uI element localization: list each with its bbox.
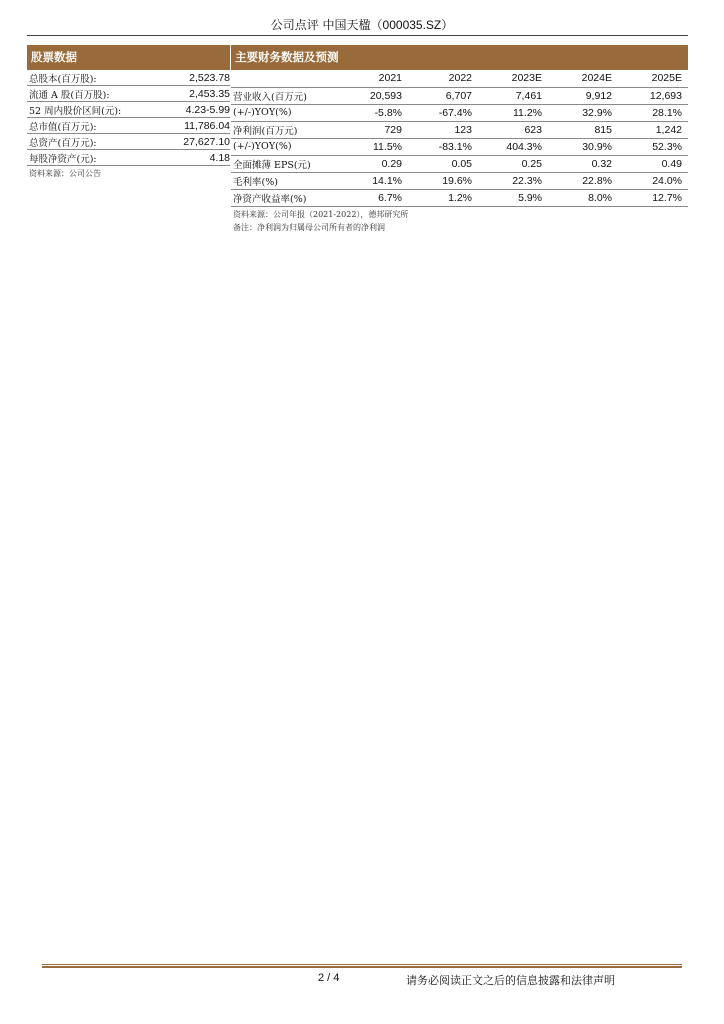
financials-table bbox=[231, 70, 688, 207]
financials-column-header: 2024E bbox=[548, 70, 618, 87]
financials-column-header: 2025E bbox=[618, 70, 688, 87]
financials-header-corner bbox=[231, 70, 338, 87]
financials-cell: 0.32 bbox=[548, 155, 618, 172]
header-stock-code: 000035.SZ bbox=[382, 18, 442, 32]
stock-data-label: 每股净资产(元): bbox=[29, 153, 97, 165]
page-number: 2 / 4 bbox=[318, 972, 340, 984]
financials-cell: -5.8% bbox=[338, 104, 408, 121]
financials-cell: 5.9% bbox=[478, 189, 548, 206]
financials-cell: 123 bbox=[408, 121, 478, 138]
financials-panel bbox=[231, 45, 688, 234]
financials-cell: 28.1% bbox=[618, 104, 688, 121]
financials-column-header: 2023E bbox=[478, 70, 548, 87]
footer-divider-thin bbox=[42, 964, 682, 965]
financials-row-label: 全面摊薄 EPS(元) bbox=[231, 155, 338, 172]
financials-cell: 14.1% bbox=[338, 172, 408, 189]
financials-row bbox=[231, 87, 688, 104]
financials-cell: 729 bbox=[338, 121, 408, 138]
stock-data-label: 总资产(百万元): bbox=[29, 137, 97, 149]
financials-cell: 11.5% bbox=[338, 138, 408, 155]
financials-column-header: 2022 bbox=[408, 70, 478, 87]
stock-data-heading: 股票数据 bbox=[27, 45, 230, 70]
financials-column-header: 2021 bbox=[338, 70, 408, 87]
financials-cell: 24.0% bbox=[618, 172, 688, 189]
financials-cell: 11.2% bbox=[478, 104, 548, 121]
stock-data-source: 资料来源：公司公告 bbox=[29, 169, 101, 178]
stock-data-value: 2,453.35 bbox=[189, 87, 230, 100]
financials-cell: 1.2% bbox=[408, 189, 478, 206]
stock-data-row bbox=[27, 150, 230, 166]
financials-cell: -67.4% bbox=[408, 104, 478, 121]
financials-cell: 8.0% bbox=[548, 189, 618, 206]
financials-note: 备注：净利润为归属母公司所有者的净利润 bbox=[233, 222, 385, 232]
footer-disclaimer: 请务必阅读正文之后的信息披露和法律声明 bbox=[406, 974, 615, 987]
financials-cell: 1,242 bbox=[618, 121, 688, 138]
financials-row-label: 净资产收益率(%) bbox=[231, 189, 338, 206]
stock-data-value: 4.23-5.99 bbox=[185, 103, 230, 116]
stock-data-label: 52 周内股价区间(元): bbox=[29, 105, 122, 117]
financials-cell: 32.9% bbox=[548, 104, 618, 121]
stock-data-row bbox=[27, 70, 230, 86]
financials-row-label: 毛利率(%) bbox=[231, 172, 338, 189]
financials-notes bbox=[231, 208, 688, 234]
financials-cell: 19.6% bbox=[408, 172, 478, 189]
financials-cell: 22.8% bbox=[548, 172, 618, 189]
financials-row bbox=[231, 138, 688, 155]
financials-source: 资料来源：公司年报（2021-2022），德邦研究所 bbox=[233, 209, 409, 219]
financials-cell: -83.1% bbox=[408, 138, 478, 155]
stock-data-row bbox=[27, 102, 230, 118]
stock-data-value: 27,627.10 bbox=[183, 135, 230, 148]
financials-body bbox=[231, 87, 688, 206]
stock-data-row bbox=[27, 118, 230, 134]
page-header-title bbox=[0, 16, 724, 33]
stock-data-label: 总股本(百万股): bbox=[29, 73, 97, 85]
financials-heading: 主要财务数据及预测 bbox=[231, 45, 688, 70]
financials-cell: 0.25 bbox=[478, 155, 548, 172]
financials-row-label: 营业收入(百万元) bbox=[231, 87, 338, 104]
financials-cell: 404.3% bbox=[478, 138, 548, 155]
financials-row bbox=[231, 172, 688, 189]
financials-cell: 6,707 bbox=[408, 87, 478, 104]
financials-row bbox=[231, 121, 688, 138]
financials-cell: 52.3% bbox=[618, 138, 688, 155]
financials-header-row bbox=[231, 70, 688, 87]
financials-row bbox=[231, 104, 688, 121]
financials-cell: 0.29 bbox=[338, 155, 408, 172]
financials-row-label: (+/-)YOY(%) bbox=[231, 138, 338, 155]
financials-cell: 9,912 bbox=[548, 87, 618, 104]
financials-cell: 0.05 bbox=[408, 155, 478, 172]
header-title-suffix: ） bbox=[441, 18, 454, 32]
financials-row bbox=[231, 189, 688, 206]
financials-cell: 22.3% bbox=[478, 172, 548, 189]
financials-cell: 30.9% bbox=[548, 138, 618, 155]
financials-cell: 20,593 bbox=[338, 87, 408, 104]
financials-cell: 12,693 bbox=[618, 87, 688, 104]
financials-cell: 0.49 bbox=[618, 155, 688, 172]
stock-data-label: 流通 A 股(百万股): bbox=[29, 89, 110, 101]
stock-data-rows bbox=[27, 70, 230, 166]
stock-data-row bbox=[27, 134, 230, 150]
stock-data-row bbox=[27, 86, 230, 102]
financials-row-label: 净利润(百万元) bbox=[231, 121, 338, 138]
header-divider bbox=[27, 35, 688, 36]
financials-cell: 7,461 bbox=[478, 87, 548, 104]
financials-cell: 815 bbox=[548, 121, 618, 138]
financials-cell: 12.7% bbox=[618, 189, 688, 206]
financials-cell: 623 bbox=[478, 121, 548, 138]
financials-cell: 6.7% bbox=[338, 189, 408, 206]
header-title-prefix: 公司点评 中国天楹（ bbox=[270, 18, 383, 32]
footer-divider-thick bbox=[42, 966, 682, 968]
stock-data-panel bbox=[27, 45, 230, 179]
financials-row-label: (+/-)YOY(%) bbox=[231, 104, 338, 121]
stock-data-value: 4.18 bbox=[209, 151, 230, 164]
financials-row bbox=[231, 155, 688, 172]
stock-data-value: 2,523.78 bbox=[189, 71, 230, 84]
stock-data-value: 11,786.04 bbox=[184, 119, 230, 132]
stock-data-label: 总市值(百万元): bbox=[29, 121, 97, 133]
